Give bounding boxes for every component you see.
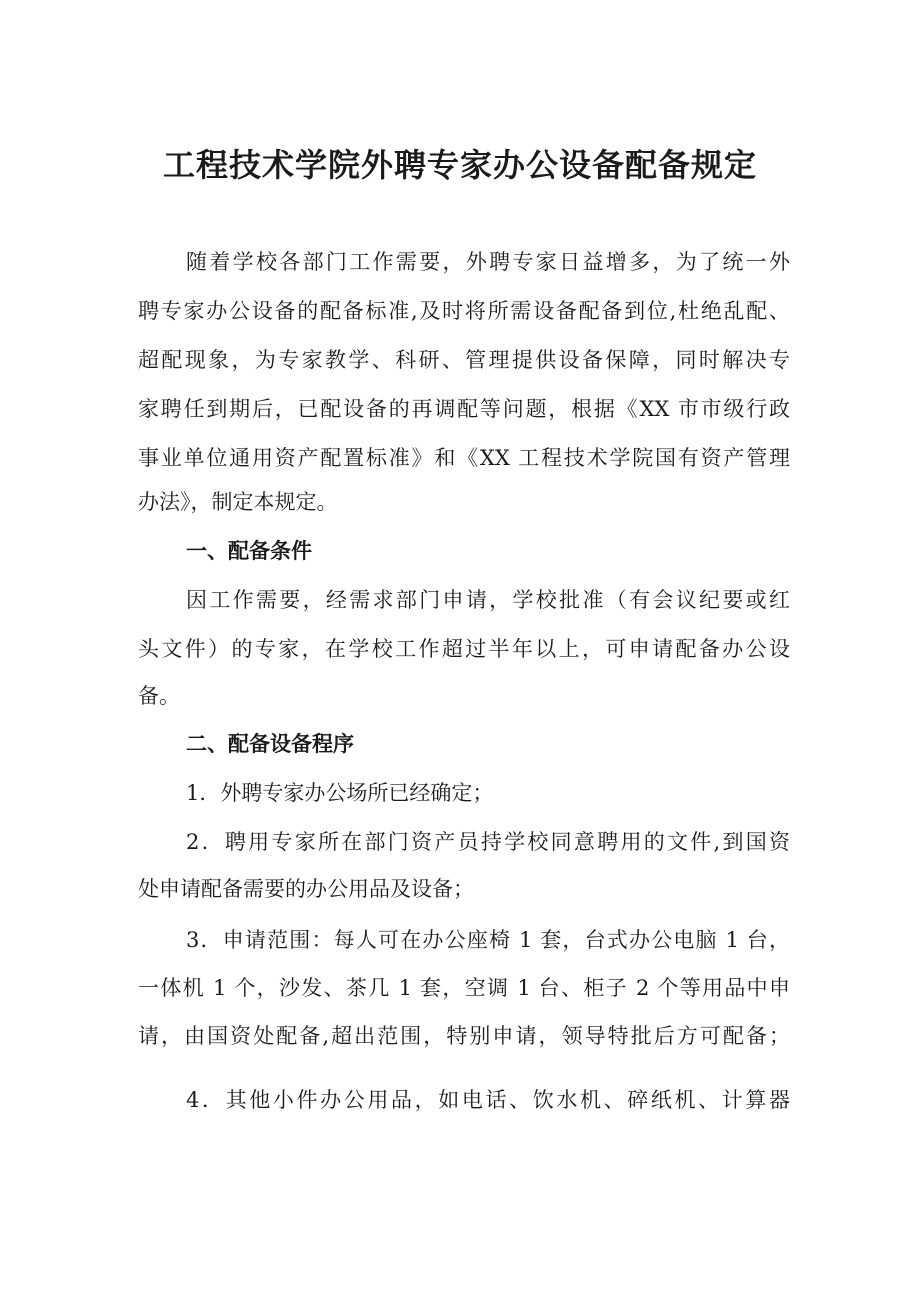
paragraph-line: 超配现象，为专家教学、科研、管理提供设备保障，同时解决专 <box>138 348 790 372</box>
list-item: 4．其他小件办公用品，如电话、饮水机、碎纸机、计算器 <box>186 1088 790 1112</box>
list-item: 3．申请范围：每人可在办公座椅 1 套，台式办公电脑 1 台， <box>186 928 790 952</box>
paragraph-line: 事业单位通用资产配置标准》和《XX 工程技术学院国有资产管理 <box>138 446 790 470</box>
paragraph-line: 随着学校各部门工作需要，外聘专家日益增多，为了统一外 <box>186 250 790 274</box>
section-heading: 二、配备设备程序 <box>186 732 354 756</box>
paragraph-line: 办法》，制定本规定。 <box>138 490 338 514</box>
list-item-continuation: 请，由国资处配备,超出范围，特别申请，领导特批后方可配备； <box>138 1024 790 1048</box>
list-item-continuation: 一体机 1 个，沙发、茶几 1 套，空调 1 台、柜子 2 个等用品中申 <box>138 976 790 1000</box>
list-item-continuation: 处申请配备需要的办公用品及设备； <box>138 877 474 901</box>
paragraph-line: 因工作需要，经需求部门申请，学校批准（有会议纪要或红 <box>186 588 790 612</box>
paragraph-line: 备。 <box>138 684 180 708</box>
paragraph-line: 家聘任到期后，已配设备的再调配等问题，根据《XX 市市级行政 <box>138 397 790 421</box>
section-heading: 一、配备条件 <box>186 539 312 563</box>
list-item: 1．外聘专家办公场所已经确定； <box>186 781 494 805</box>
document-title: 工程技术学院外聘专家办公设备配备规定 <box>162 146 757 184</box>
list-item: 2．聘用专家所在部门资产员持学校同意聘用的文件,到国资 <box>186 830 790 854</box>
paragraph-line: 头文件）的专家，在学校工作超过半年以上，可申请配备办公设 <box>138 637 790 661</box>
paragraph-line: 聘专家办公设备的配备标准,及时将所需设备配备到位,杜绝乱配、 <box>138 299 790 323</box>
